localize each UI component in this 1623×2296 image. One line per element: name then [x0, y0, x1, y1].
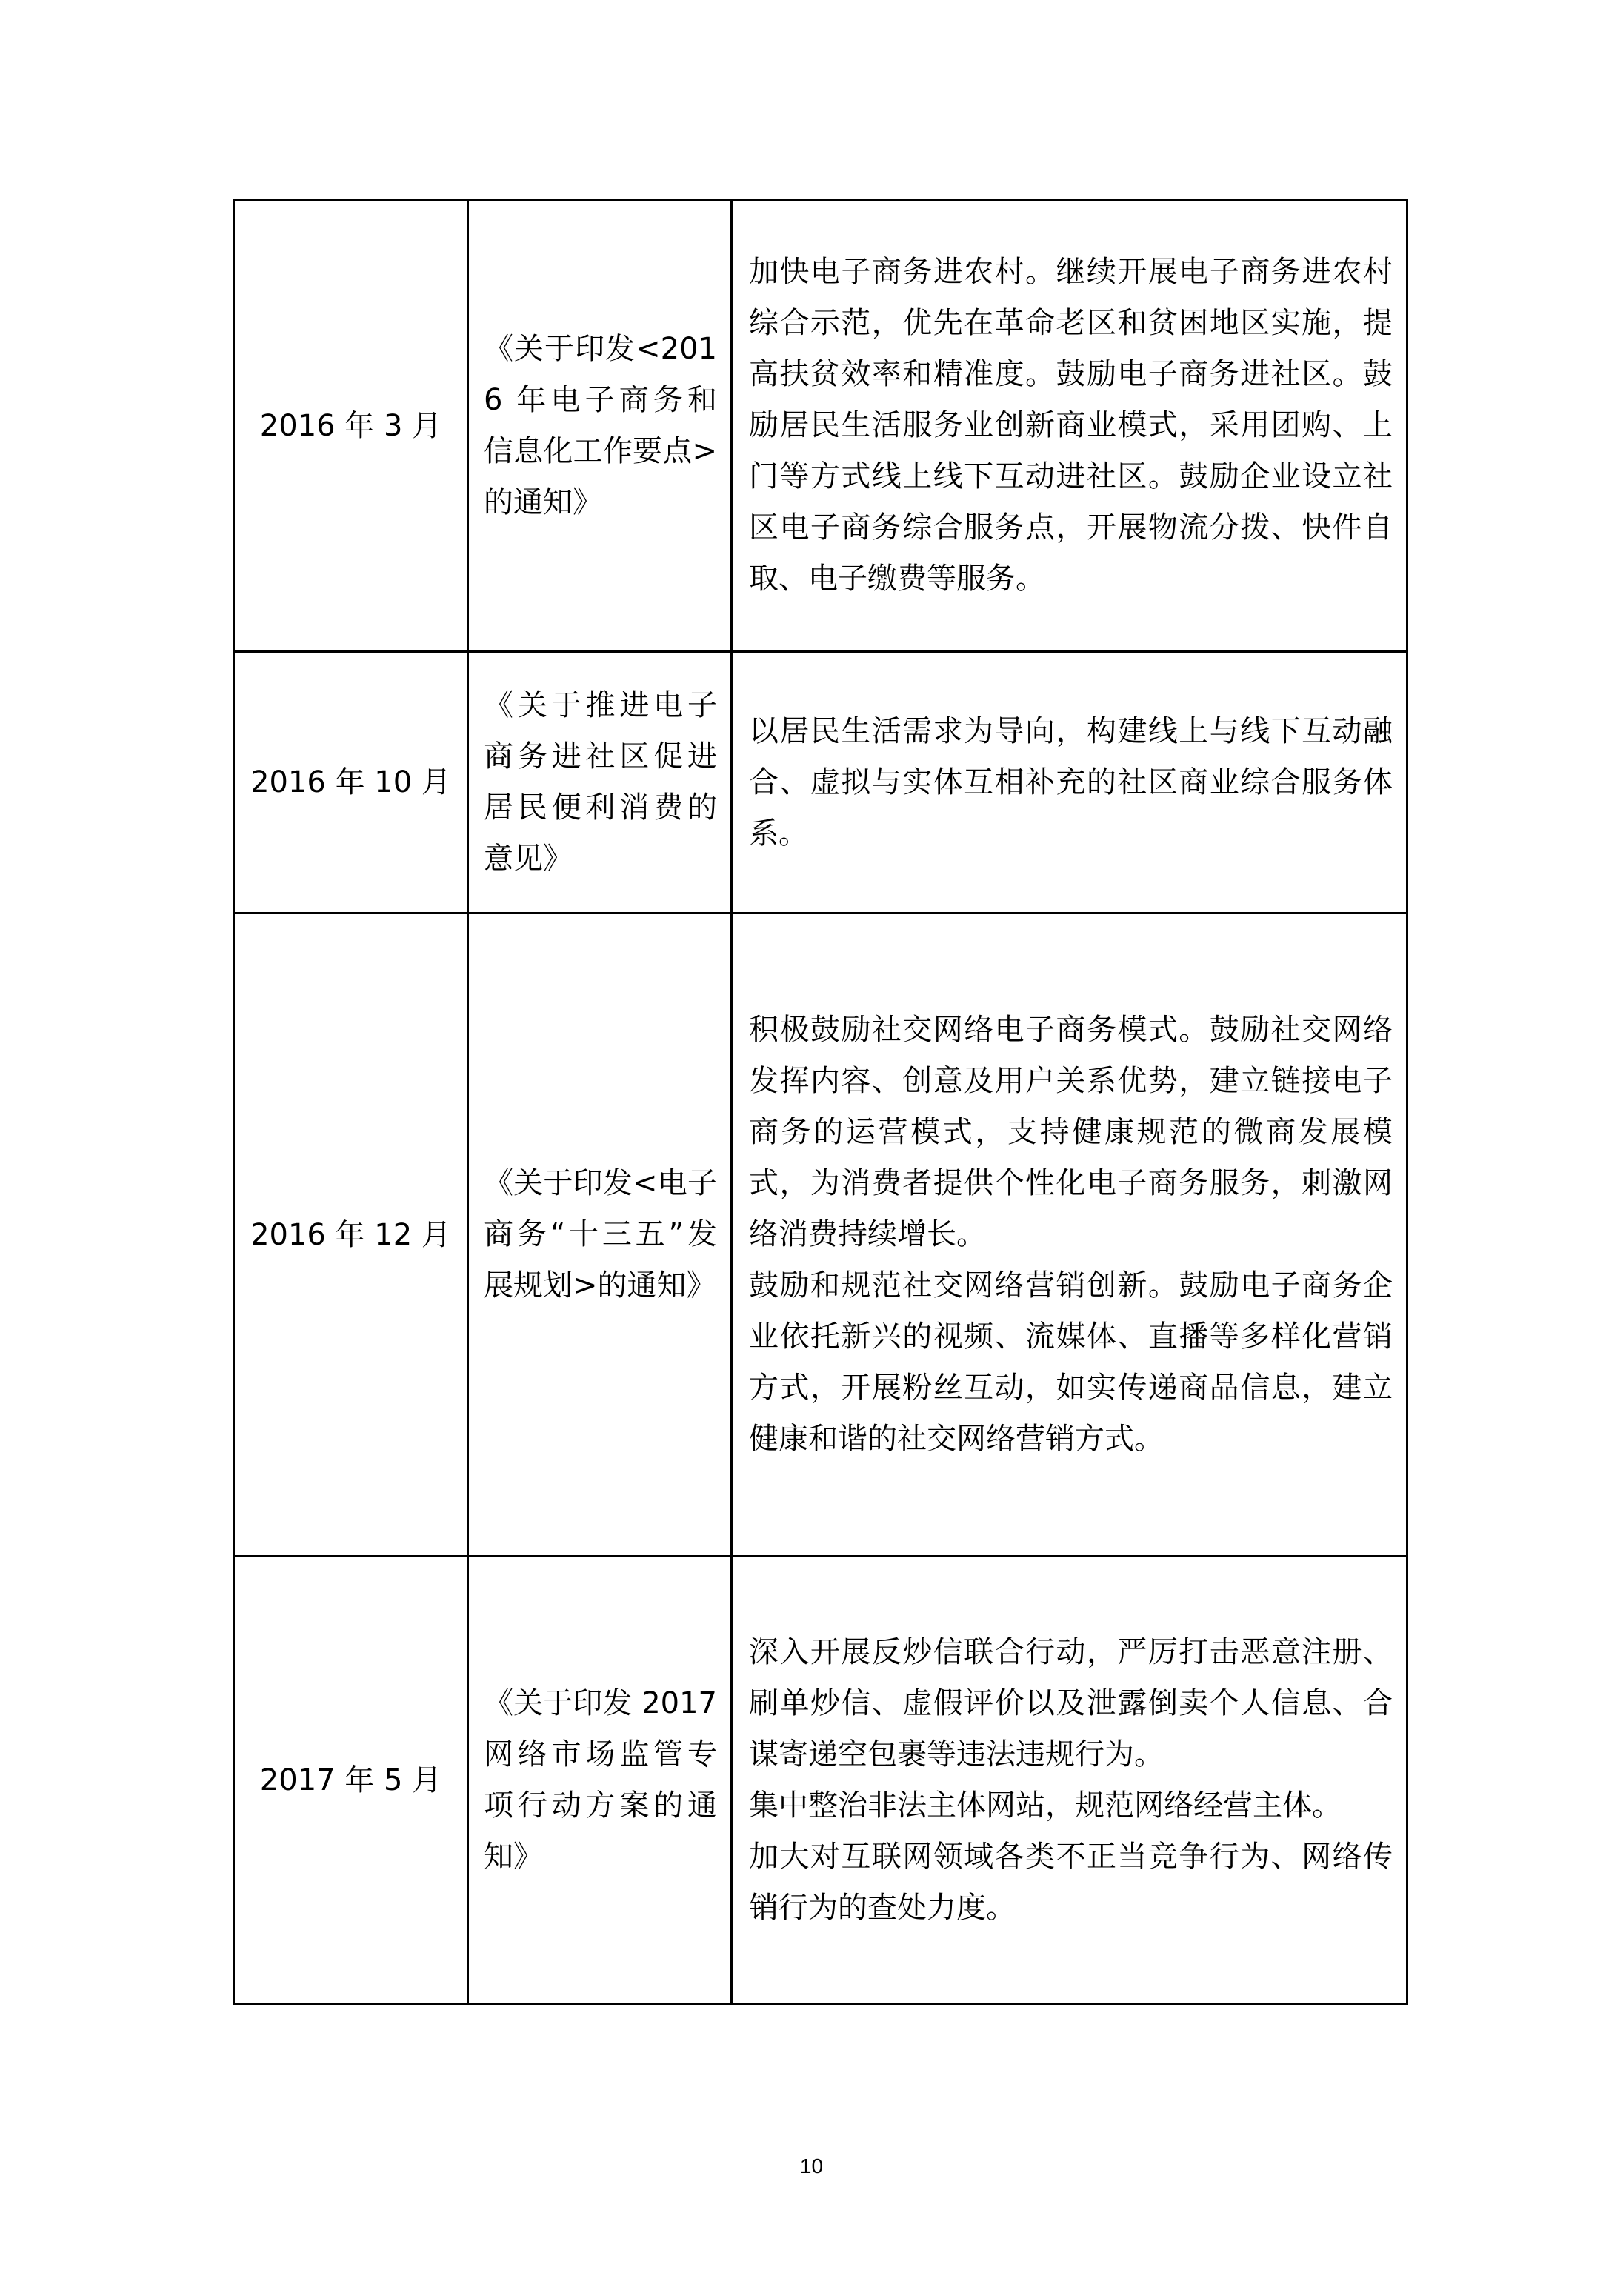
- date-cell: 2016 年 10 月: [234, 652, 468, 914]
- content-cell: [732, 652, 1407, 914]
- content-paragraph: 集中整治非法主体网站，规范网络经营主体。: [749, 1788, 1342, 1823]
- content-paragraph: 鼓励和规范社交网络营销创新。鼓励电子商务企业依托新兴的视频、流媒体、直播等多样化营销方式，开展粉丝互动，如实传递商品信息，建立健康和谐的社交网络营销方式。: [749, 1268, 1393, 1456]
- table-row: [234, 652, 1407, 914]
- content-cell: [732, 200, 1407, 652]
- content-paragraph: 加快电子商务进农村。继续开展电子商务进农村综合示范，优先在革命老区和贫困地区实施，提高扶贫效率和精准度。鼓励电子商务进社区。鼓励居民生活服务业创新商业模式，采用团购、上门等方式线上线下互动进社区。鼓励企业设立社区电子商务综合服务点，开展物流分拨、快件自取、电子缴费等服务。: [749, 255, 1393, 596]
- content-cell: [732, 914, 1407, 1557]
- table-row: [234, 914, 1407, 1557]
- content-paragraph: 深入开展反炒信联合行动，严厉打击恶意注册、刷单炒信、虚假评价以及泄露倒卖个人信息、合谋寄递空包裹等违法违规行为。: [749, 1634, 1393, 1771]
- document-title-cell: 《关于印发 2017 网络市场监管专项行动方案的通知》: [468, 1557, 732, 2004]
- document-title-cell: 《关于推进电子商务进社区促进居民便利消费的意见》: [468, 652, 732, 914]
- content-paragraph: 积极鼓励社交网络电子商务模式。鼓励社交网络发挥内容、创意及用户关系优势，建立链接电子商务的运营模式，支持健康规范的微商发展模式，为消费者提供个性化电子商务服务，刺激网络消费持续增长。: [749, 1013, 1393, 1251]
- page-number: 10: [799, 2154, 824, 2177]
- date-cell: 2017 年 5 月: [234, 1557, 468, 2004]
- date-cell: 2016 年 3 月: [234, 200, 468, 652]
- document-title-cell: 《关于印发<2016 年电子商务和信息化工作要点>的通知》: [468, 200, 732, 652]
- content-cell: [732, 1557, 1407, 2004]
- document-title-cell: 《关于印发<电子商务“十三五”发展规划>的通知》: [468, 914, 732, 1557]
- content-paragraph: 以居民生活需求为导向，构建线上与线下互动融合、虚拟与实体互相补充的社区商业综合服务体系。: [749, 713, 1393, 851]
- date-cell: 2016 年 12 月: [234, 914, 468, 1557]
- content-paragraph: 加大对互联网领域各类不正当竞争行为、网络传销行为的查处力度。: [749, 1839, 1393, 1925]
- table-row: [234, 1557, 1407, 2004]
- table-row: [234, 200, 1407, 652]
- policy-table: [233, 199, 1408, 2005]
